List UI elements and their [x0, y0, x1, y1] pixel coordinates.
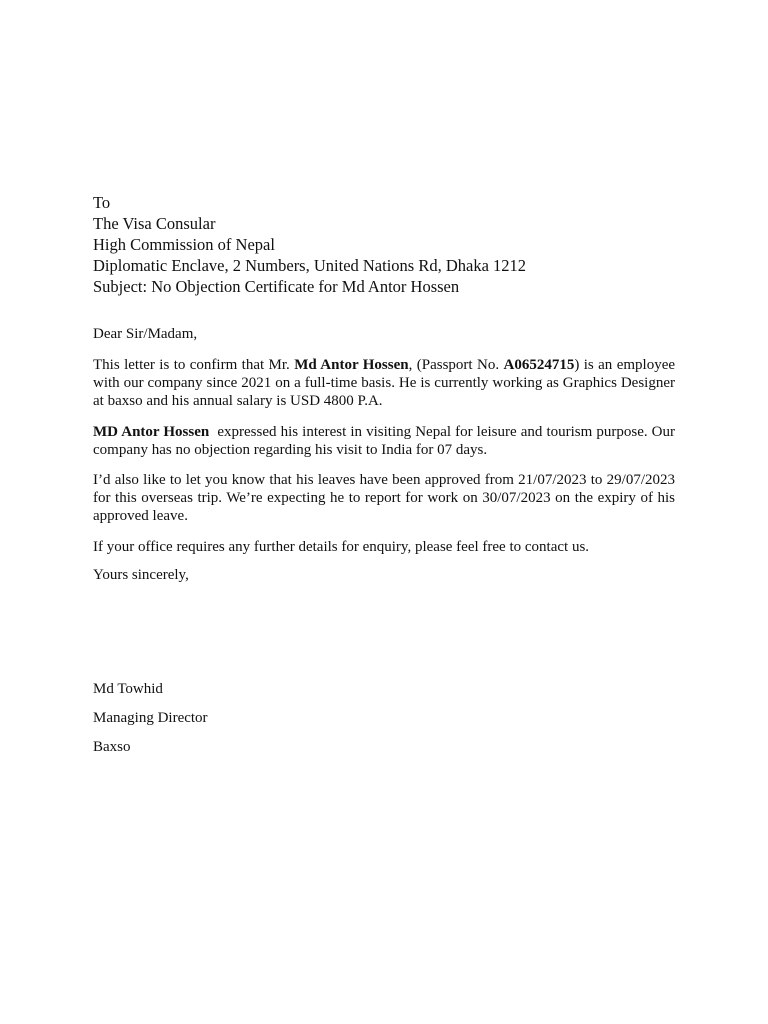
salutation: Dear Sir/Madam, [93, 326, 198, 342]
signatory-company: Baxso [93, 739, 131, 755]
passport-number: A06524715 [503, 357, 575, 373]
para2-text: expressed his interest in visiting Nepal for leisure and tourism purpose. Our company has no objection regarding his visit to India for 07 days. [93, 424, 679, 458]
recipient-title: The Visa Consular [93, 214, 216, 233]
paragraph-employment [93, 356, 675, 410]
letter-subject: Subject: No Objection Certificate for Md Antor Hossen [93, 277, 460, 296]
para1-text-1: This letter is to confirm that Mr. [93, 357, 295, 373]
para1-text-3: ) is an employee with our company since 2021 on a full-time basis. He is currently working as Graphics Designer at baxso and his annual salary is USD 4800 P.A. [93, 357, 676, 409]
paragraph-travel-purpose [93, 423, 679, 459]
recipient-address: Diplomatic Enclave, 2 Numbers, United Nations Rd, Dhaka 1212 [93, 256, 527, 275]
signatory-title: Managing Director [93, 710, 208, 726]
para1-text-2: , (Passport No. [408, 357, 504, 373]
recipient-organization: High Commission of Nepal [93, 235, 275, 254]
to-line: To [93, 193, 111, 212]
employee-name-bold: MD Antor Hossen [93, 424, 210, 440]
closing: Yours sincerely, [93, 567, 189, 583]
paragraph-contact: If your office requires any further details for enquiry, please feel free to contact us. [93, 539, 590, 555]
recipient-address-block [93, 192, 526, 297]
paragraph-leave-approval: I’d also like to let you know that his leaves have been approved from 21/07/2023 to 29/07/2023 for this overseas trip. We’re expecting he to report for work on 30/07/2023 on the expiry of his approved leave. [93, 472, 675, 524]
employee-name: Md Antor Hossen [294, 357, 409, 373]
signatory-name: Md Towhid [93, 681, 163, 697]
